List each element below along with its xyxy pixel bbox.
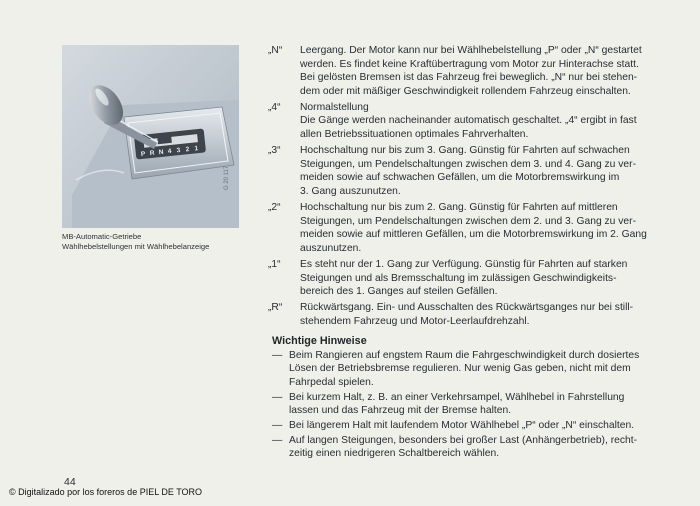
hint-item — [272, 349, 682, 389]
scan-credit-watermark: © Digitalizado por los foreros de PIEL DE TORO — [9, 487, 203, 497]
text-line: Steigungen, um Pendelschaltungen zwischen dem 2. und 3. Gang zu ver- — [300, 215, 637, 227]
figure-caption — [62, 232, 242, 251]
gear-selector-drawing — [62, 45, 239, 228]
dash-bullet: — — [272, 350, 283, 361]
gear-selector-illustration — [62, 45, 239, 228]
text-line: Hochschaltung nur bis zum 2. Gang. Günstig für Fahrten auf mittleren — [300, 202, 618, 214]
text-line: Lösen der Betriebsbremse regulieren. Nur wenig Gas geben, nicht mit dem — [289, 363, 631, 375]
text-line: zeitig einen niedrigeren Schaltbereich wählen. — [289, 448, 500, 460]
text-line: stehendem Fahrzeug und Motor-Leerlaufdrehzahl. — [300, 315, 530, 327]
figure-id: G 20 117 — [224, 165, 230, 190]
text-line: meiden sowie auf schwachen Gefällen, um die Motorbremswirkung im — [300, 172, 620, 184]
text-line: Leergang. Der Motor kann nur bei Wählhebelstellung „P“ oder „N“ gestartet — [300, 45, 642, 56]
hint-item — [272, 434, 682, 461]
gate-label: 4 — [167, 147, 172, 156]
gear-key: „R“ — [268, 302, 283, 314]
dash-bullet: — — [272, 391, 283, 403]
text-line: Bei kurzem Halt, z. B. an einer Verkehrsampel, Wählhebel in Fahrstellung — [289, 391, 625, 403]
text-line: meiden sowie auf mittleren Gefällen, um die Motorbremswirkung im 2. Gang — [300, 229, 647, 241]
hint-item — [272, 391, 682, 418]
text-line: 3. Gang auszunutzen. — [300, 185, 401, 197]
text-line: Steigungen, um Pendelschaltungen zwischen dem 3. und 4. Gang zu ver- — [300, 158, 637, 170]
text-line: Rückwärtsgang. Ein- und Ausschalten des Rückwärtsganges nur bei still- — [300, 302, 634, 314]
gear-key: „2“ — [268, 202, 281, 214]
text-line: Auf langen Steigungen, besonders bei großer Last (Anhängerbetrieb), recht- — [289, 434, 638, 446]
dash-bullet: — — [272, 434, 283, 446]
gear-position-2 — [268, 201, 678, 255]
gear-position-n — [268, 44, 678, 98]
gate-label: 3 — [176, 146, 181, 155]
text-line: Bei längerem Halt mit laufendem Motor Wählhebel „P“ oder „N“ einschalten. — [289, 420, 635, 432]
hint-item — [272, 419, 682, 432]
text-line: Normalstellung — [300, 101, 369, 113]
text-line: Die Gänge werden nacheinander automatisch geschaltet. „4“ ergibt in fast — [300, 115, 637, 127]
text-line: Bei gelösten Bremsen ist das Fahrzeug frei beweglich. „N“ nur bei stehen- — [300, 72, 638, 84]
gear-key: „1“ — [268, 258, 281, 270]
gate-label: N — [158, 148, 164, 157]
text-line: Es steht nur der 1. Gang zur Verfügung. Günstig für Fahrten auf starken — [300, 258, 628, 270]
text-line: Fahrpedal spielen. — [289, 376, 374, 388]
text-line: Beim Rangieren auf engstem Raum die Fahrgeschwindigkeit durch dosiertes — [289, 350, 640, 361]
hints-list — [272, 349, 682, 462]
caption-line: Wählhebelstellungen mit Wählhebelanzeige — [62, 241, 210, 251]
gear-position-1 — [268, 258, 678, 299]
gate-label: 2 — [185, 146, 190, 154]
gear-key: „4“ — [268, 101, 281, 113]
text-line: lassen und das Fahrzeug mit der Bremse halten. — [289, 405, 512, 417]
gear-position-list — [268, 44, 678, 331]
gear-key: „N“ — [268, 45, 283, 56]
text-line: Steigungen und als Bremsschaltung im zulässigen Geschwindigkeits- — [300, 272, 617, 284]
section-heading: Wichtige Hinweise — [272, 335, 367, 347]
gate-label: 1 — [194, 145, 199, 153]
text-line: werden. Es findet keine Kraftübertragung vom Motor zur Hinterachse statt. — [300, 58, 639, 70]
gear-position-3 — [268, 144, 678, 198]
page-number: 44 — [64, 476, 76, 488]
gear-position-r — [268, 301, 678, 328]
text-line: auszunutzen. — [300, 242, 362, 254]
text-line: allen Betriebssituationen optimales Fahrverhalten. — [300, 129, 529, 141]
dash-bullet: — — [272, 420, 283, 432]
text-line: bereich des 1. Ganges auf steilen Gefällen. — [300, 286, 498, 298]
text-line: Hochschaltung nur bis zum 3. Gang. Günstig für Fahrten auf schwachen — [300, 145, 630, 157]
gate-label: R — [149, 149, 155, 158]
gear-key: „3“ — [268, 145, 281, 157]
caption-line: MB-Automatic-Getriebe — [62, 232, 142, 241]
text-line: dem oder mit mäßiger Geschwindigkeit rollendem Fahrzeug einschalten. — [300, 85, 631, 97]
gate-label: P — [140, 150, 146, 159]
gear-position-4 — [268, 101, 678, 142]
